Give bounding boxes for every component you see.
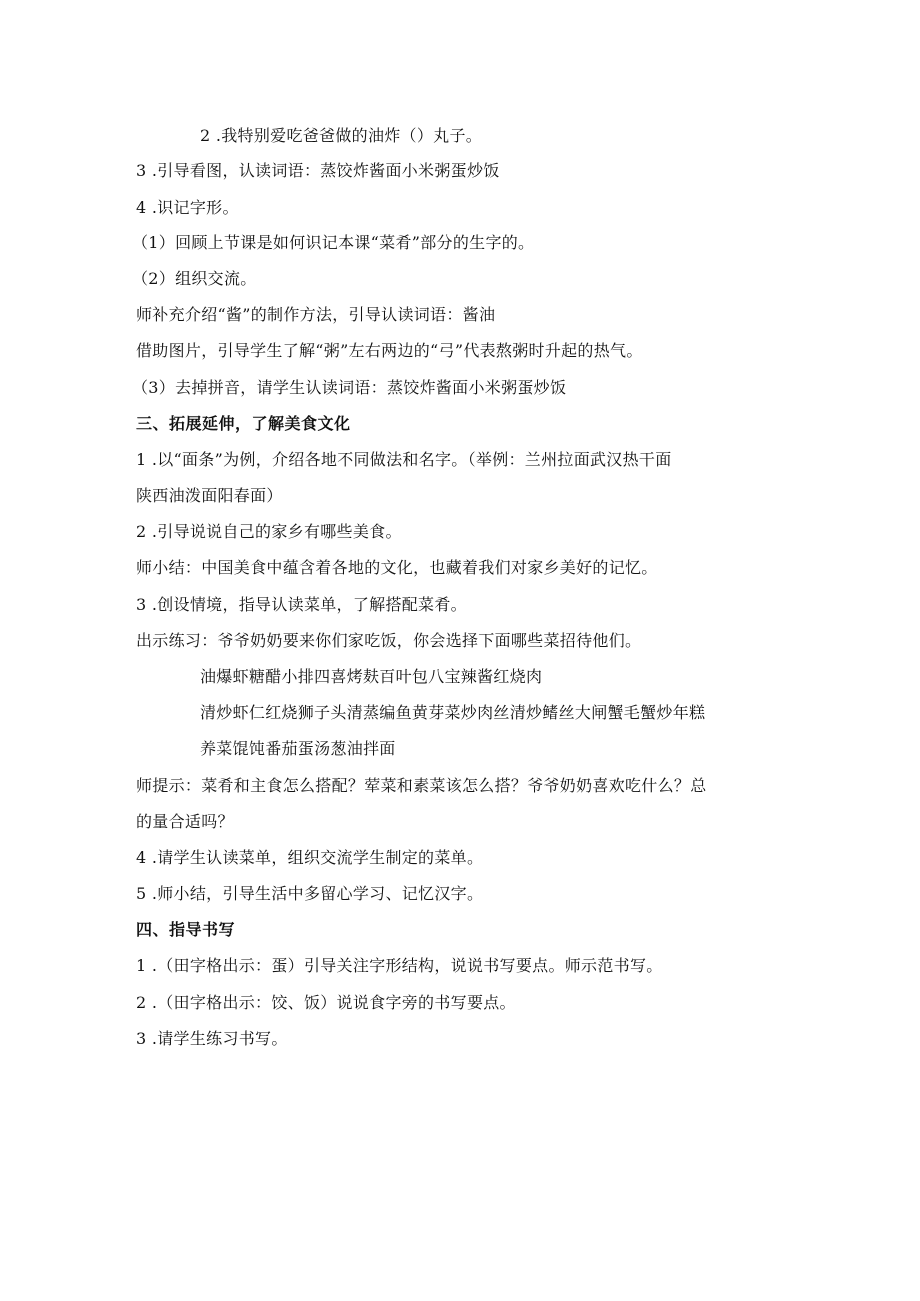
text-line: 3 .引导看图，认读词语：蒸饺炸酱面小米粥蛋炒饭	[136, 161, 500, 180]
text-line: 师小结：中国美食中蕴含着各地的文化，也藏着我们对家乡美好的记忆。	[136, 558, 658, 577]
text-line: 1 .（田字格出示：蛋）引导关注字形结构，说说书写要点。师示范书写。	[136, 956, 663, 975]
section-heading: 四、指导书写	[136, 920, 236, 939]
text-line: 5 .师小结，引导生活中多留心学习、记忆汉字。	[136, 884, 484, 903]
section-heading: 三、拓展延伸，了解美食文化	[136, 414, 351, 433]
text-line: 2 .引导说说自己的家乡有哪些美食。	[136, 522, 402, 541]
text-line: 借助图片，引导学生了解“粥”左右两边的“弓”代表熬粥时升起的热气。	[136, 341, 643, 360]
text-line: 陕西油泼面阳春面）	[136, 486, 283, 505]
text-line: （3）去掉拼音，请学生认读词语：蒸饺炸酱面小米粥蛋炒饭	[132, 378, 567, 397]
menu-line: 油爆虾糖醋小排四喜烤麸百叶包八宝辣酱红烧肉	[200, 667, 543, 686]
menu-line: 清炒虾仁红烧狮子头清蒸编鱼黄芽菜炒肉丝清炒鳍丝大闸蟹毛蟹炒年糕	[200, 703, 706, 722]
text-line: 2 .（田字格出示：饺、饭）说说食字旁的书写要点。	[136, 993, 516, 1012]
text-line: 的量合适吗？	[136, 812, 234, 831]
text-line: 3 .请学生练习书写。	[136, 1029, 288, 1048]
menu-line: 养菜馄饨番茄蛋汤葱油拌面	[200, 739, 396, 758]
text-line: 师补充介绍“酱”的制作方法，引导认读词语：酱油	[136, 305, 496, 324]
text-line: 3 .创设情境，指导认读菜单，了解搭配菜肴。	[136, 595, 467, 614]
text-line: （2）组织交流。	[132, 269, 257, 288]
text-line: （1）回顾上节课是如何识记本课“菜肴”部分的生字的。	[132, 233, 535, 252]
text-line: 出示练习：爷爷奶奶要来你们家吃饭，你会选择下面哪些菜招待他们。	[136, 631, 642, 650]
text-line: 4 .请学生认读菜单，组织交流学生制定的菜单。	[136, 848, 484, 867]
text-line: 师提示：菜肴和主食怎么搭配？荤菜和素菜该怎么搭？爷爷奶奶喜欢吃什么？总	[136, 776, 707, 795]
text-line: 2 .我特别爱吃爸爸做的油炸（）丸子。	[200, 126, 483, 145]
text-line: 1 .以“面条”为例，介绍各地不同做法和名字。（举例：兰州拉面武汉热干面	[136, 450, 672, 469]
text-line: 4 .识记字形。	[136, 198, 239, 217]
